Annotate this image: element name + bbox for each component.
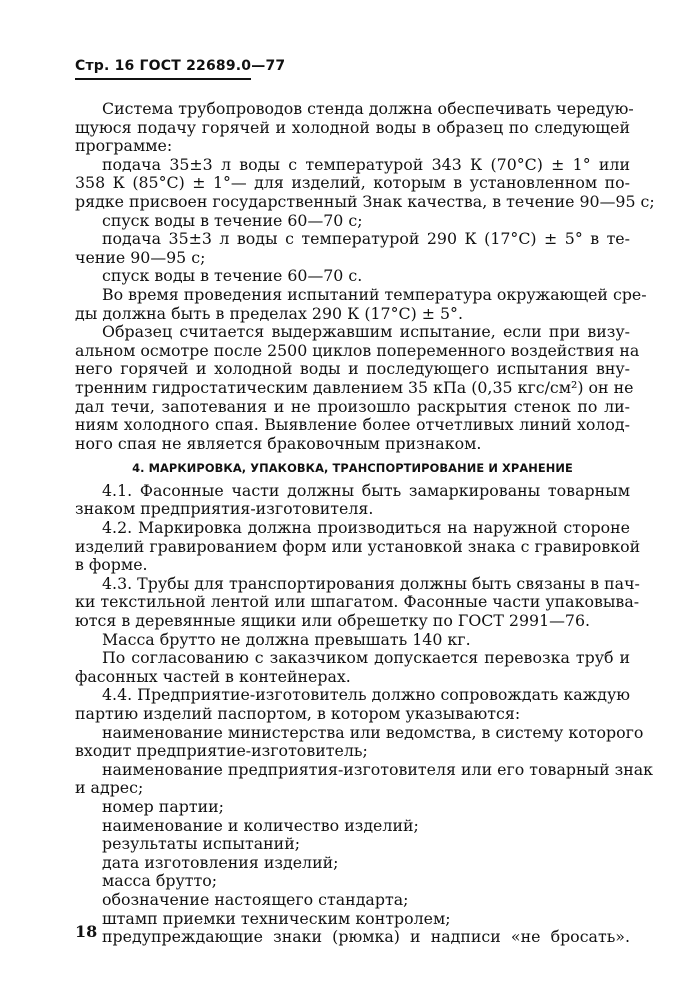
text-line: фасонных частей в контейнерах. [75, 666, 351, 686]
page-number: 18 [75, 922, 98, 941]
text-line: 358 К (85°С) ± 1°— для изделий, которым в установленном по- [75, 173, 630, 193]
text-line: подача 35±3 л воды с температурой 343 К (70°С) ± 1° или [102, 154, 630, 174]
text-line: и адрес; [75, 778, 144, 798]
list-item: дата изготовления изделий; [102, 852, 339, 872]
text-line: По согласованию с заказчиком допускается перевозка труб и [102, 648, 630, 668]
text-line: дал течи, запотевания и не произошло раскрытия стенок по ли- [75, 396, 630, 416]
header-rule [75, 78, 251, 80]
text-line: спуск воды в течение 60—70 с. [102, 266, 363, 286]
text-line: ки текстильной лентой или шпагатом. Фасонные части упаковыва- [75, 592, 640, 612]
text-line: ются в деревянные ящики или обрешетку по ГОСТ 2991—76. [75, 611, 591, 631]
text-line: Образец считается выдержавшим испытание, если при визу- [102, 322, 630, 342]
text-line: входит предприятие-изготовитель; [75, 741, 368, 761]
text-line: предупреждающие знаки (рюмка) и надписи «не бросать». [102, 927, 630, 947]
text-line: 4.1. Фасонные части должны быть замаркированы товарным [102, 480, 630, 500]
text-line: подача 35±3 л воды с температурой 290 К (17°С) ± 5° в те- [102, 229, 630, 249]
text-line: Система трубопроводов стенда должна обеспечивать чередую- [102, 99, 634, 118]
text-line: ды должна быть в пределах 290 К (17°С) ± 5°. [75, 303, 463, 323]
text-line: него горячей и холодной воды и последующего испытания вну- [75, 359, 630, 379]
text-line: рядке присвоен государственный Знак качества, в течение 90—95 с; [75, 191, 655, 211]
list-item: штамп приемки техническим контролем; [102, 908, 451, 928]
text-line: наименование предприятия-изготовителя или его товарный знак [102, 759, 654, 779]
page-header: Стр. 16 ГОСТ 22689.0—77 [75, 58, 286, 74]
text-line: знаком предприятия-изготовителя. [75, 499, 374, 519]
text-line: наименование министерства или ведомства, в систему которого [102, 722, 644, 742]
text-line: чение 90—95 с; [75, 247, 206, 267]
text-line: 4.2. Маркировка должна производиться на наружной стороне [102, 518, 630, 538]
text-line: в форме. [75, 555, 148, 575]
text-line: спуск воды в течение 60—70 с; [102, 210, 363, 230]
text-line: Во время проведения испытаний температура окружающей сре- [102, 284, 647, 304]
text-line: партию изделий паспортом, в котором указываются: [75, 704, 521, 723]
list-item: номер партии; [102, 796, 224, 816]
list-item: обозначение настоящего стандарта; [102, 889, 409, 909]
text-line: щуюся подачу горячей и холодной воды в образец по следующей [75, 117, 630, 137]
text-line: 4.3. Трубы для транспортирования должны быть связаны в пач- [102, 573, 640, 593]
text-line: ного спая не является браковочным признаком. [75, 433, 482, 453]
document-body [75, 99, 655, 947]
text-line: программе: [75, 136, 173, 156]
list-item: результаты испытаний; [102, 834, 301, 854]
list-item: масса брутто; [102, 871, 218, 891]
text-line: изделий гравированием форм или установкой знака с гравировкой [75, 536, 641, 556]
list-item: наименование и количество изделий; [102, 815, 419, 835]
text-line: альном осмотре после 2500 циклов попеременного воздействия на [75, 340, 640, 360]
text-line: Масса брутто не должна превышать 140 кг. [102, 629, 471, 649]
text-line: ниям холодного спая. Выявление более отчетливых линий холод- [75, 415, 630, 435]
text-line: 4.4. Предприятие-изготовитель должно сопровождать каждую [102, 685, 630, 705]
text-line: тренним гидростатическим давлением 35 кПа (0,35 кгс/см²) он не [75, 377, 634, 397]
section-heading: 4. МАРКИРОВКА, УПАКОВКА, ТРАНСПОРТИРОВАНИЕ И ХРАНЕНИЕ [132, 461, 573, 476]
